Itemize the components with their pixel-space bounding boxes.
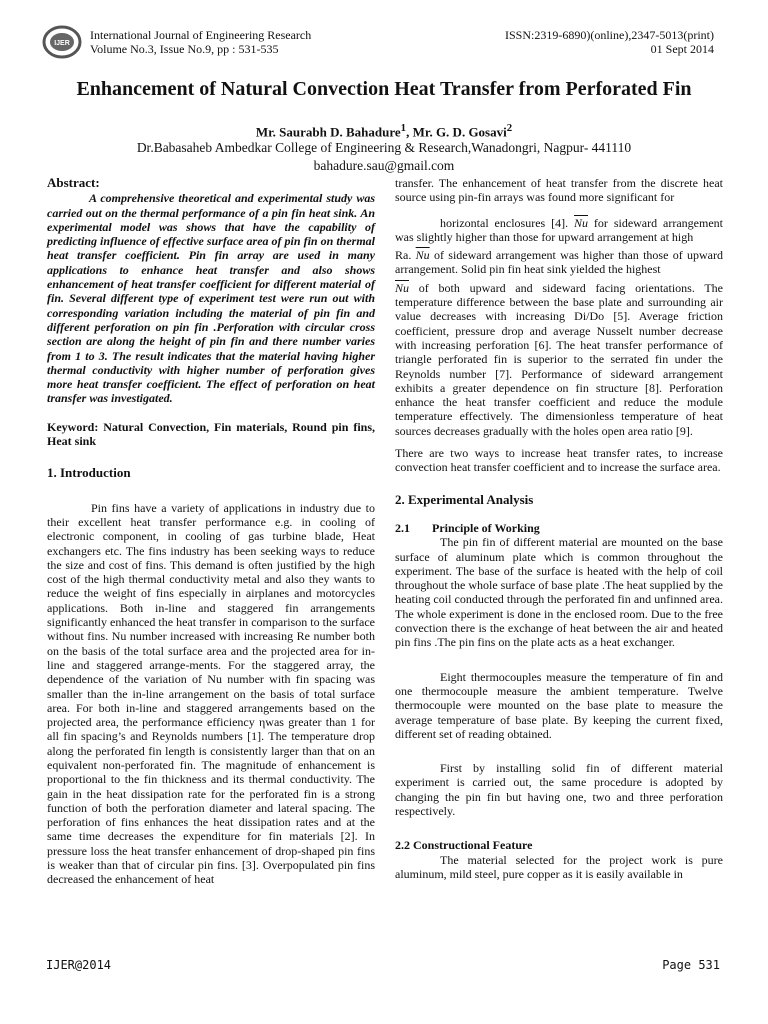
right-para-2b: for sideward arrangement was slightly higher than those for upward arrangement at high <box>395 215 723 244</box>
author-1: Mr. Saurabh D. Bahadure <box>255 124 401 140</box>
author-2: , Mr. G. D. Gosavi <box>406 124 507 140</box>
right-para-2 <box>395 216 723 245</box>
right-para-4-text: of both upward and sideward facing orientations. The temperature difference between the base plate and surrounding air value decreases with increasing Di/Do [5]. Average friction coefficient, pressure drop and average Nusselt number decrease with increasing perforation [6]. The heat transfer performance of triangle perforated fin is superior to the serrated fin under the Reynolds number [7]. Performance of sideward arrangement exhibits a greater dependence on fin structure [8]. Perforation enhance the heat transfer coefficient and reduce the module temperature effectively. The dimensionless temperature of heat sources decreases gradually with the holes open area ratio [9]. <box>395 280 723 438</box>
subsection-2-1 <box>395 521 723 535</box>
journal-name: International Journal of Engineering Research <box>90 28 312 42</box>
keywords: Keyword: Natural Convection, Fin materials, Round pin fins, Heat sink <box>47 419 375 449</box>
author-1-sup: 1 <box>400 122 407 134</box>
subsection-2-1-num: 2.1 <box>395 520 410 535</box>
right-para-9: The material selected for the project work is pure aluminum, mild steel, pure copper as it is easily available in <box>395 852 723 881</box>
intro-heading: 1. Introduction <box>47 465 131 481</box>
right-para-6: The pin fin of different material are mounted on the base surface of aluminum plate which is common throughout the experiment. The base of the surface is heated with the help of coil throughout the whole surface of base plate .The heat supplied by the heating coil conducted through the perforated fin and unfinned area. The whole experiment is done in the enclosed room. Due to the free convection there is the exchange of heat between the air and heated pin fins .The pin fins on the plate acts as a heat exchanger. <box>395 535 723 650</box>
right-para-2a: horizontal enclosures [4]. <box>440 215 569 230</box>
right-para-8: First by installing solid fin of different material experiment is carried out, the same procedure is adopted by changing the pin fin but having one, two and three perforation respectively. <box>395 761 723 818</box>
right-para-5: There are two ways to increase heat transfer rates, to increase convection heat transfer coefficient and to increase the surface area. <box>395 446 723 475</box>
journal-volume: Volume No.3, Issue No.9, pp : 531-535 <box>90 42 279 56</box>
issue-date: 01 Sept 2014 <box>650 42 714 56</box>
right-para-3b: of sideward arrangement was higher than those of upward arrangement. Solid pin fin heat sink yielded the highest <box>395 248 724 277</box>
right-para-1: transfer. The enhancement of heat transfer from the discrete heat source using pin-fin arrays was found more significant for <box>395 176 723 205</box>
right-column <box>395 176 723 881</box>
right-para-3 <box>395 248 723 277</box>
subsection-2-2: 2.2 Constructional Feature <box>395 838 533 853</box>
issn: ISSN:2319-6890)(online),2347-5013(print) <box>505 28 714 42</box>
paper-title: Enhancement of Natural Convection Heat Transfer from Perforated Fin <box>76 78 692 100</box>
affiliation: Dr.Babasaheb Ambedkar College of Engineering & Research,Wanadongri, Nagpur- 441110 <box>136 140 632 155</box>
left-column <box>47 176 375 887</box>
email: bahadure.sau@gmail.com <box>313 158 455 173</box>
abstract-text: A comprehensive theoretical and experimental study was carried out on the thermal performance of a pin fin heat sink. An experimental model was shows that have the capability of predicting influence of effective surface area of pin fin on thermal heat transfer coefficient. Pin fin array are used in many applications to enhance heat transfer and also shows enhancement of heat transfer coefficient for different material of fin. Several different type of experiment test were run out with corresponding variation including the material of pin fin and different perforation on pin fin .Perforation with circular cross section are along the height of pin fin and there number varies from 1 to 3. The result indicates that the material having higher thermal conductivity with higher number of perforation gives more heat transfer coefficient. The effect of perforation on heat transfer was investigated. <box>47 191 375 406</box>
right-para-4 <box>395 281 723 438</box>
journal-logo <box>42 24 82 60</box>
author-2-sup: 2 <box>506 122 513 134</box>
subsection-2-1-title: Principle of Working <box>432 520 540 535</box>
nu-symbol-2: $\overline{Nu}$ <box>415 248 430 263</box>
abstract-heading: Abstract: <box>47 175 100 190</box>
right-para-7: Eight thermocouples measure the temperature of fin and one thermocouple measure the ambient temperature. Twelve thermocouple were mounted on the base plate to measure the average temperature of base plate. By keeping the current fixed, different set of reading obtained. <box>395 669 723 741</box>
authors <box>0 122 768 140</box>
logo-text: IJER <box>54 40 70 47</box>
intro-text: Pin fins have a variety of applications in industry due to their excellent heat transfer performance e.g. in cooling of electronic component, in cooling of gas turbine blade, Heat exchangers etc. The fins industry has been seeking ways to reduce the size and cost of fins. This demand is often justified by the high cost of the high thermal conductivity metal and also they wants to reduce the weight of fins especially in airplanes and motorcycles applications. Both in-line and staggered fin arrangements significantly enhanced the heat transfer in comparison to the surface without fins. Nu number increased with increasing Re number both on the basis of the total surface area and the projected area for in-line and staggered arrange-ments. For the staggered array, the dependence of the variation of Nu number with fin spacing was smaller than the in-line arrangement on the basis of total surface area. For both in-line and staggered arrangements based on the projected area, the performance efficiency ηwas greater than 1 for all fin spacing’s and Reynolds numbers [1]. The temperature drop along the perforated fin length is consistently larger than that on an equivalent non-perforated fin. The magnitude of enhancement is proportional to the fin thickness and its thermal conductivity. The gain in the heat dissipation rate for the perforated fin is a strong function of both the perforation diameter and lateral spacing. The perforation of fins enhances the heat dissipation rates and at the same time decreases the expenditure for fin materials [2]. In pressure loss the heat transfer enhancement of drop-shaped pin fins is weaker than that of circular pin fins. [3]. Overpopulated pin fins decreased the enhancement of heat <box>47 500 375 887</box>
right-para-3a: Ra. <box>395 248 412 263</box>
nu-symbol-3: $\overline{Nu}$ <box>395 280 410 295</box>
section-2-heading: 2. Experimental Analysis <box>395 491 534 507</box>
page-number: Page 531 <box>662 958 720 972</box>
footer-copyright: IJER@2014 <box>46 958 112 972</box>
nu-symbol: $\overline{Nu}$ <box>574 215 589 230</box>
